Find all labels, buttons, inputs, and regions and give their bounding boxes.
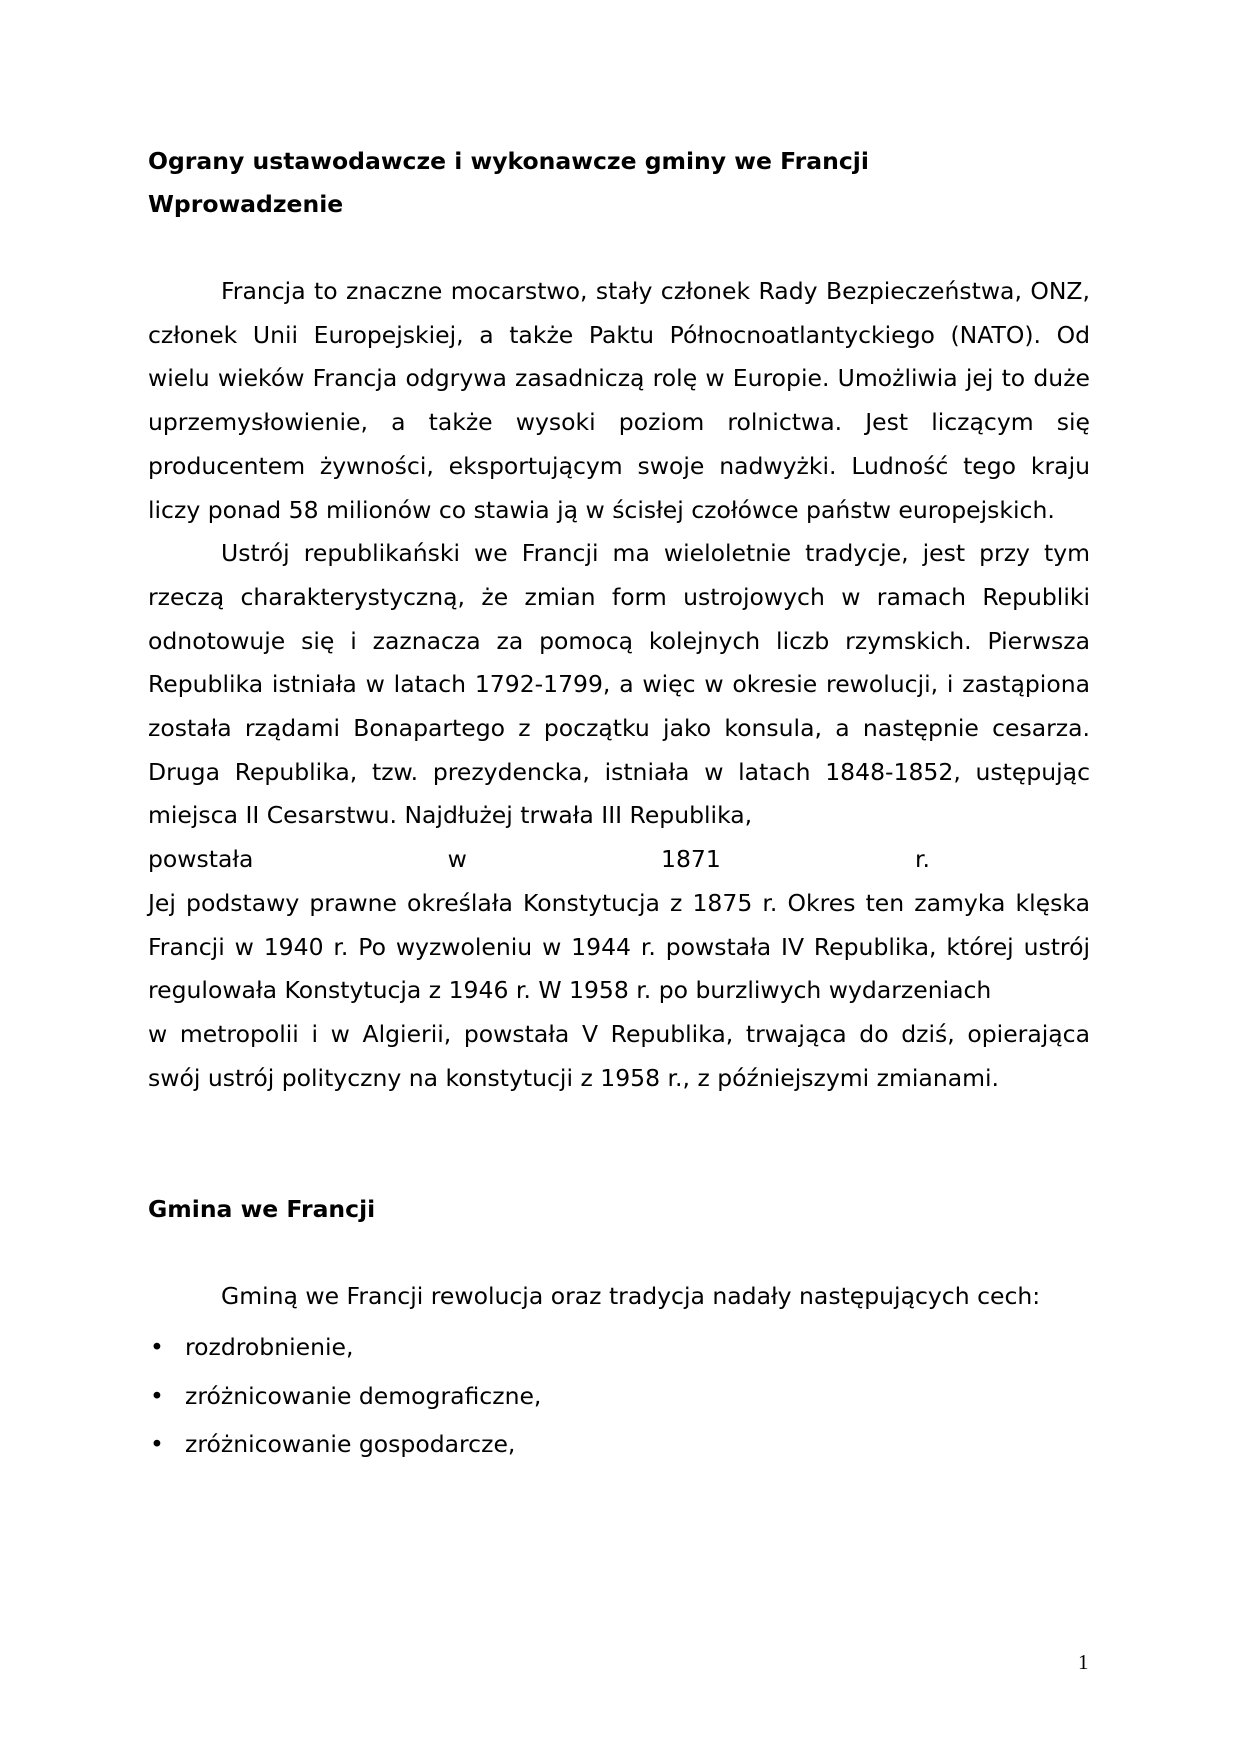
spread-word: 1871 (661, 845, 721, 874)
list-item (148, 1323, 1090, 1372)
list-item-text: rozdrobnienie, (185, 1333, 354, 1362)
bullet-icon: • (150, 1430, 164, 1459)
section-heading-gmina: Gmina we Francji (148, 1195, 376, 1224)
bullet-icon: • (150, 1333, 164, 1362)
spacer (148, 1231, 1090, 1275)
spread-word: w (447, 845, 467, 874)
page-number: 1 (1078, 1650, 1089, 1674)
list-item-text: zróżnicowanie gospodarcze, (185, 1430, 516, 1459)
spread-word: powstała (148, 845, 254, 874)
list-item (148, 1420, 1090, 1469)
list-item (148, 1372, 1090, 1421)
paragraph-gmina-intro: Gminą we Francji rewolucja oraz tradycja nadały następujących cech: (221, 1282, 1041, 1311)
document-title: Ograny ustawodawcze i wykonawcze gminy we Francji (148, 147, 869, 175)
paragraph-constitution: Jej podstawy prawne określała Konstytucja z 1875 r. Okres ten zamyka klęska Francji w 1940 r. Po wyzwoleniu w 1944 r. powstała IV Republika, której ustrój regulowała Konstytucja z 1946 r. W 1958 r. po burzliwych wydarzeniach (148, 888, 1090, 1005)
paragraph-france-overview: Francja to znaczne mocarstwo, stały członek Rady Bezpieczeństwa, ONZ, członek Unii Europejskiej, a także Paktu Północnoatlantyckiego (NATO). Od wielu wieków Francja odgrywa zasadniczą rolę w Europie. Umożliwia jej to duże uprzemysłowienie, a także wysoki poziom rolnictwa. Jest liczącym się producentem żywności, eksportującym swoje nadwyżki. Ludność tego kraju liczy ponad 58 milionów co stawia ją w ścisłej czołówce państw europejskich. (148, 277, 1090, 524)
bullet-icon: • (150, 1381, 164, 1410)
spacer (148, 1100, 1090, 1188)
spread-word: r. (915, 845, 930, 874)
paragraph-republic-history: Ustrój republikański we Francji ma wieloletnie tradycje, jest przy tym rzeczą charakterystyczną, że zmian form ustrojowych w ramach Republiki odnotowuje się i zaznacza za pomocą kolejnych liczb rzymskich. Pierwsza Republika istniała w latach 1792-1799, a więc w okresie rewolucji, i zastąpiona została rządami Bonapartego z początku jako konsula, a następnie cesarza. Druga Republika, tzw. prezydencka, istniała w latach 1848-1852, ustępując miejsca II Cesarstwu. Najdłużej trwała III Republika, (148, 539, 1090, 830)
document-body (148, 140, 1090, 1469)
paragraph-spread-line (148, 838, 1090, 882)
list-item-text: zróżnicowanie demograficzne, (185, 1381, 542, 1410)
paragraph-fifth-republic: w metropolii i w Algierii, powstała V Republika, trwająca do dziś, opierająca swój ustrój polityczny na konstytucji z 1958 r., z późniejszymi zmianami. (148, 1019, 1090, 1092)
spacer (148, 226, 1090, 270)
bullet-list (148, 1323, 1090, 1469)
section-heading-introduction: Wprowadzenie (148, 190, 344, 218)
